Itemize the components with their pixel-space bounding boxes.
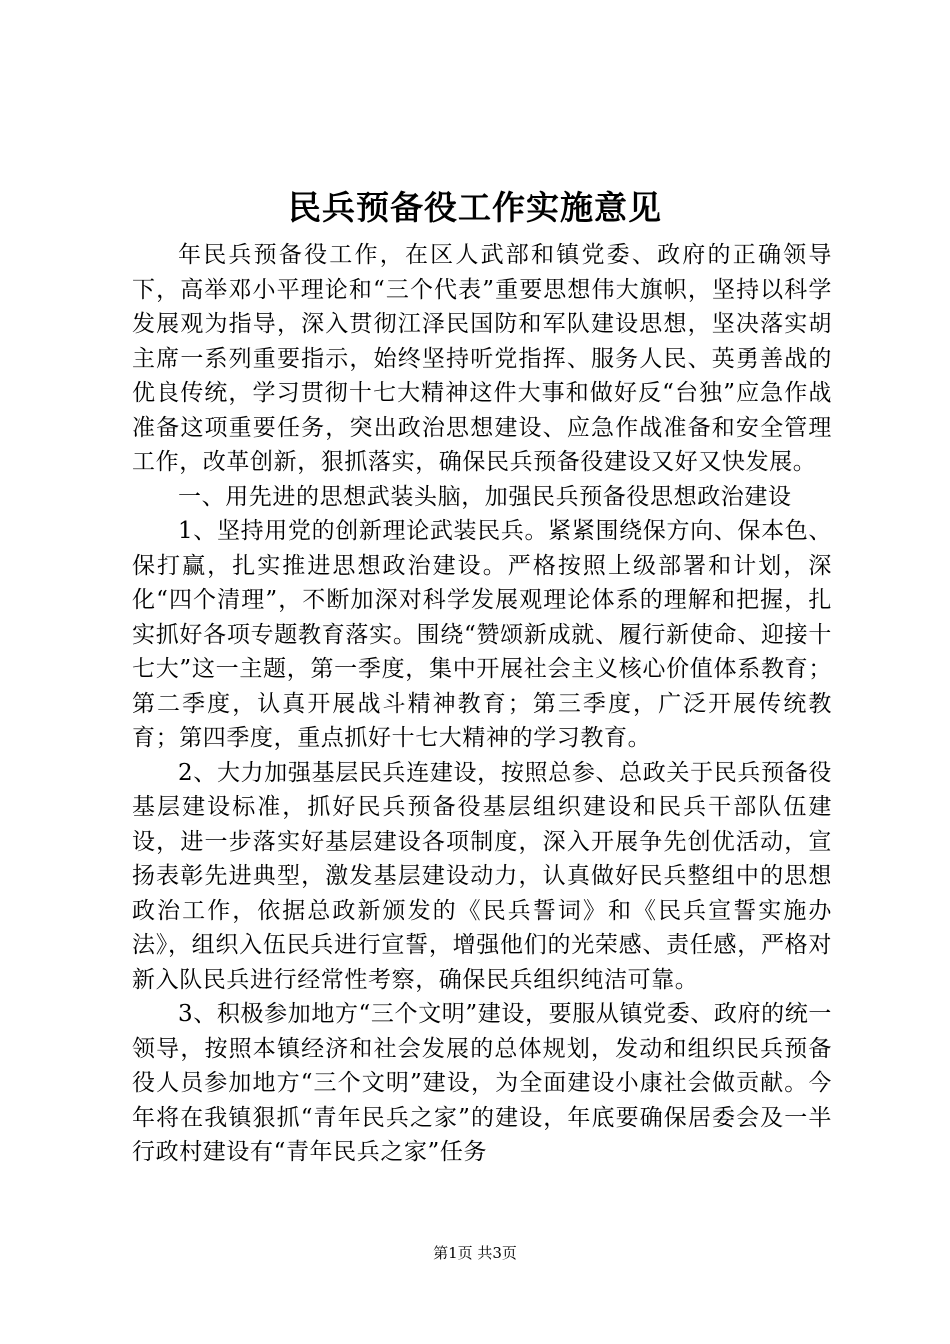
paragraph-item-3: 3、积极参加地方“三个文明”建设，要服从镇党委、政府的统一领导，按照本镇经济和社会发展的总体规划，发动和组织民兵预备役人员参加地方“三个文明”建设，为全面建设小康社会做贡献。今年将在我镇狠抓“青年民兵之家”的建设，年底要确保居委会及一半行政村建设有“青年民兵之家”任务 (132, 1001, 832, 1165)
paragraph-item-1: 1、坚持用党的创新理论武装民兵。紧紧围绕保方向、保本色、保打赢，扎实推进思想政治建设。严格按照上级部署和计划，深化“四个清理”，不断加深对科学发展观理论体系的理解和把握，扎实抓好各项专题教育落实。围绕“赞颂新成就、履行新使命、迎接十七大”这一主题，第一季度，集中开展社会主义核心价值体系教育；第二季度，认真开展战斗精神教育；第三季度，广泛开展传统教育；第四季度，重点抓好十七大精神的学习教育。 (132, 518, 832, 751)
paragraph-intro: 年民兵预备役工作，在区人武部和镇党委、政府的正确领导下，高举邓小平理论和“三个代表”重要思想伟大旗帜，坚持以科学发展观为指导，深入贯彻江泽民国防和军队建设思想，坚决落实胡主席一系列重要指示，始终坚持听党指挥、服务人民、英勇善战的优良传统，学习贯彻十七大精神这件大事和做好反“台独”应急作战准备这项重要任务，突出政治思想建设、应急作战准备和安全管理工作，改革创新，狠抓落实，确保民兵预备役建设又好又快发展。 (132, 242, 832, 475)
section-heading-1: 一、用先进的思想武装头脑，加强民兵预备役思想政治建设 (178, 483, 792, 510)
page-footer: 第1页 共3页 (433, 1244, 517, 1262)
document-title: 民兵预备役工作实施意见 (288, 188, 662, 227)
document-body (132, 238, 832, 1170)
paragraph-item-2: 2、大力加强基层民兵连建设，按照总参、总政关于民兵预备役基层建设标准，抓好民兵预备役基层组织建设和民兵干部队伍建设，进一步落实好基层建设各项制度，深入开展争先创优活动，宣扬表彰先进典型，激发基层建设动力，认真做好民兵整组中的思想政治工作，依据总政新颁发的《民兵誓词》和《民兵宣誓实施办法》，组织入伍民兵进行宣誓，增强他们的光荣感、责任感，严格对新入队民兵进行经常性考察，确保民兵组织纯洁可靠。 (132, 759, 832, 993)
